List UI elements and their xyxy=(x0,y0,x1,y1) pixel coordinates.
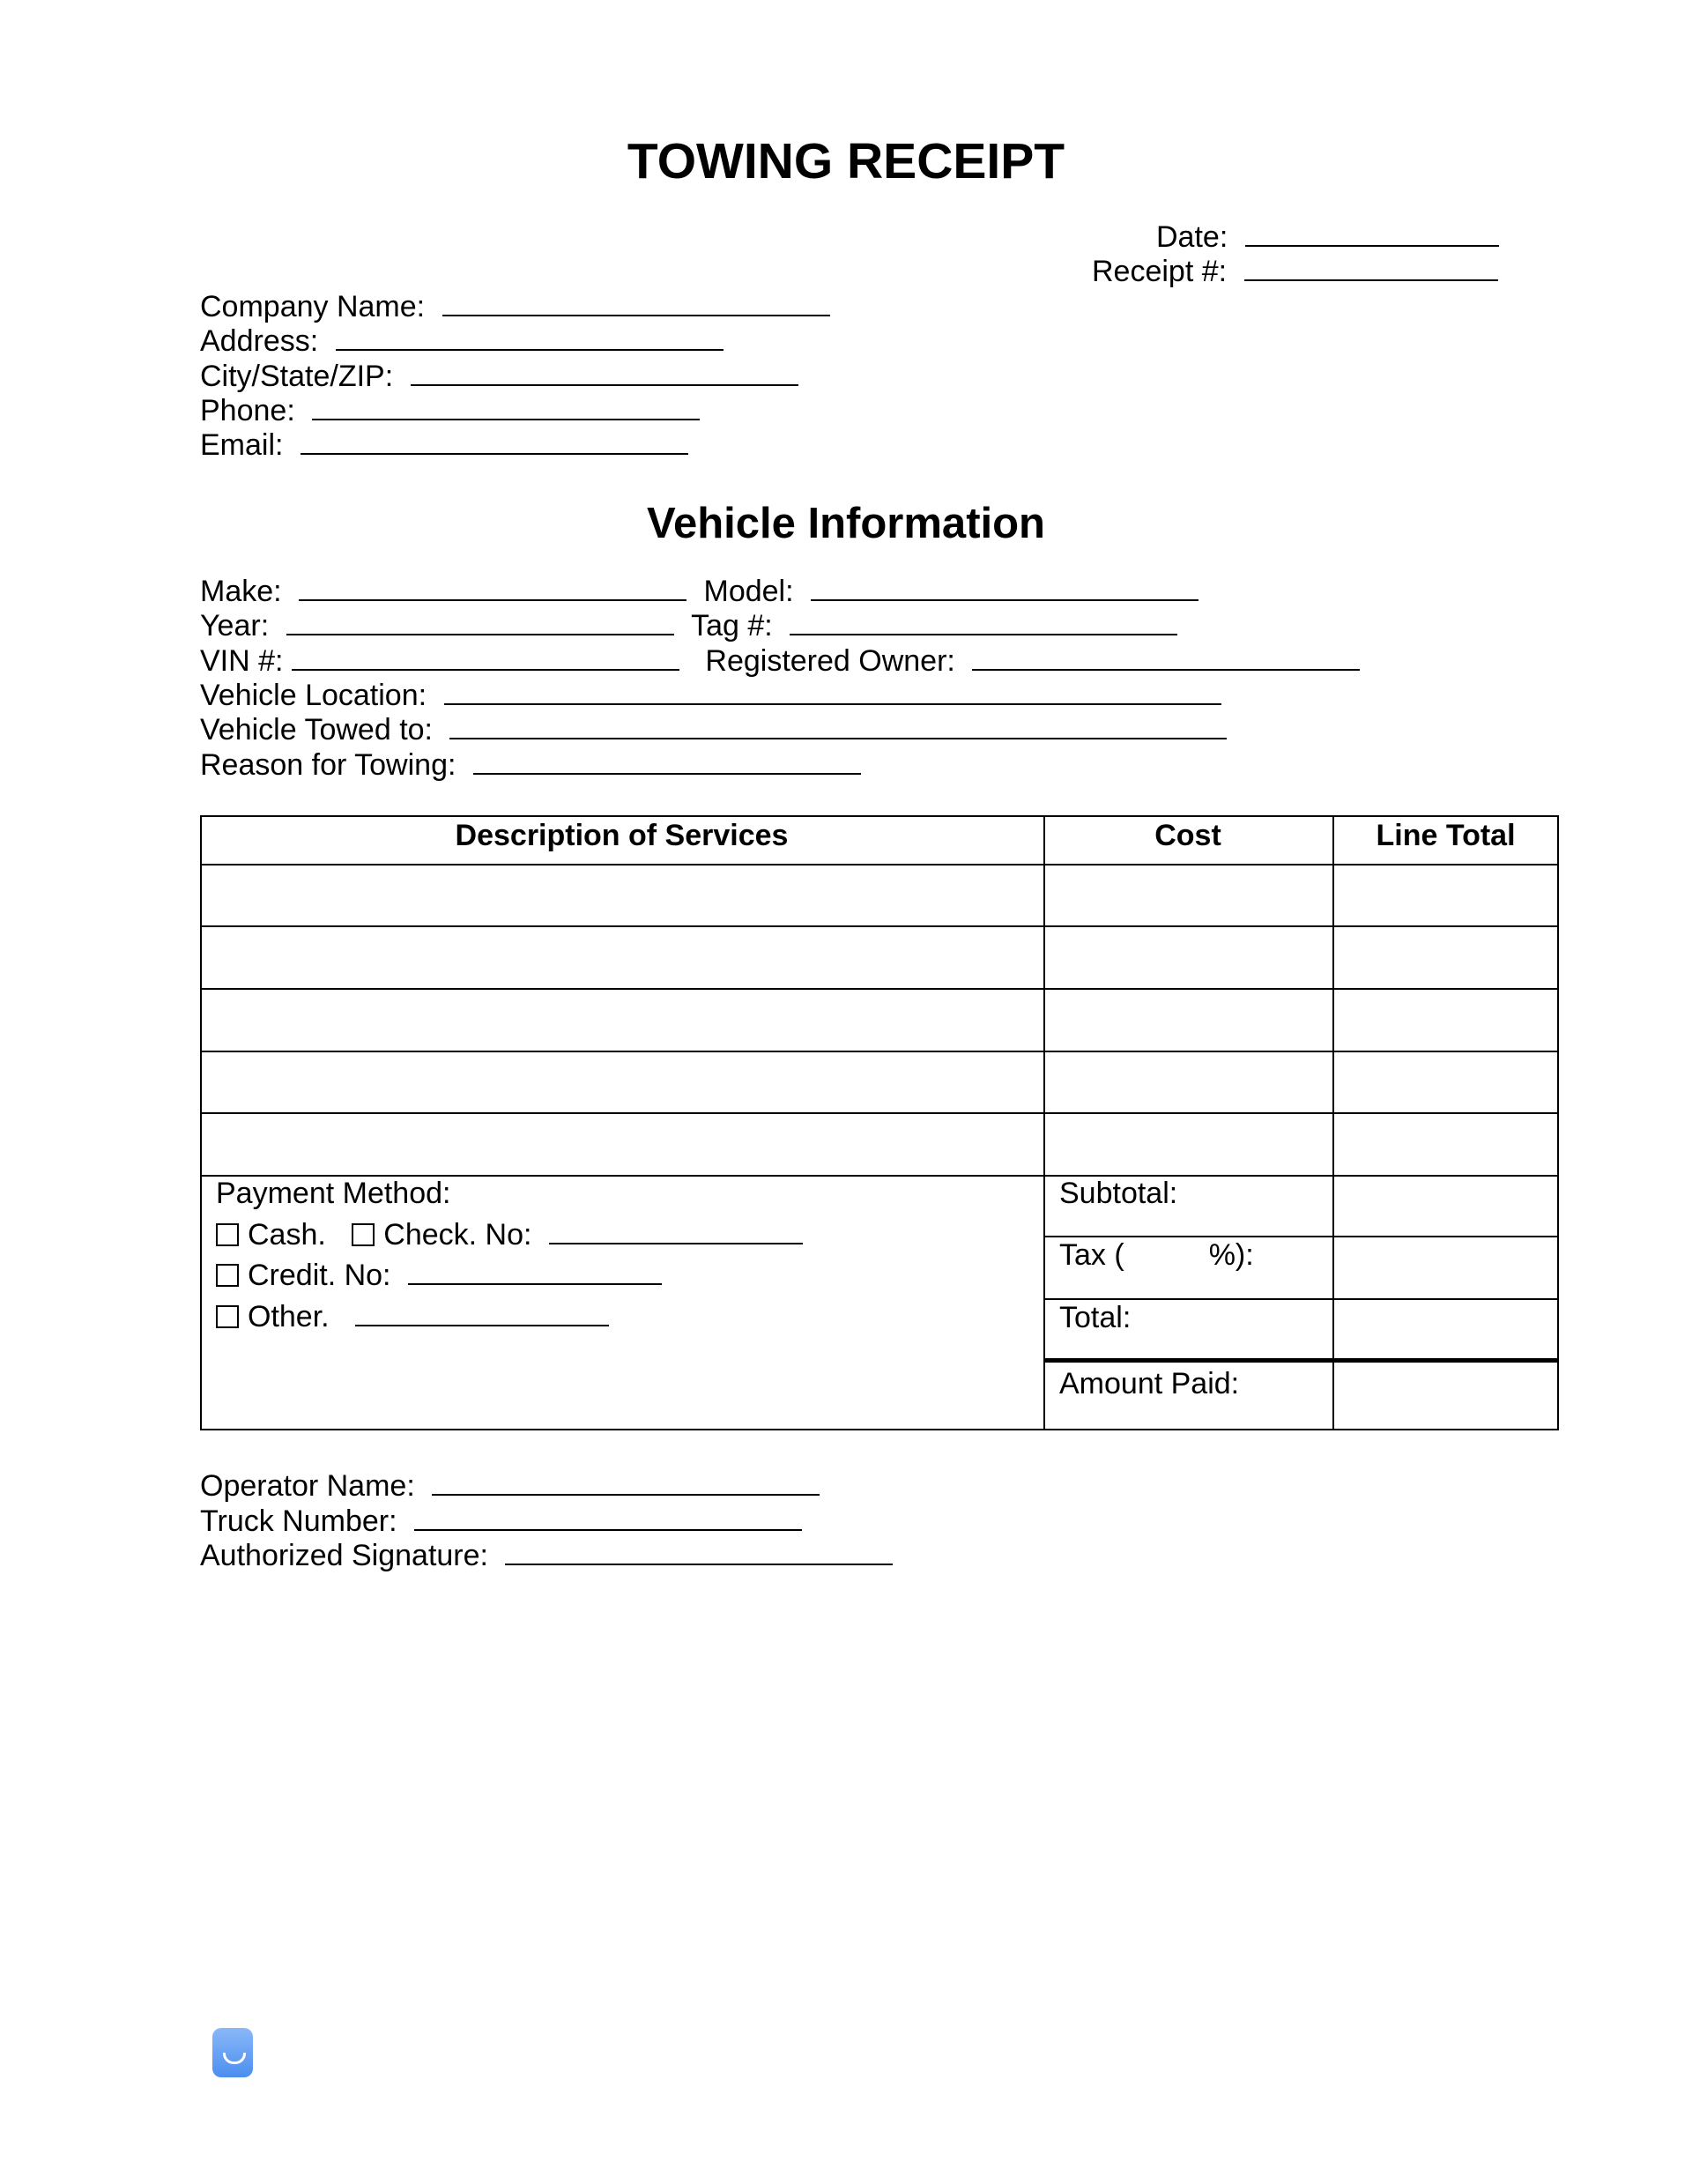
city-field[interactable] xyxy=(411,358,798,386)
company-name-label: Company Name: xyxy=(200,290,426,323)
make-field[interactable] xyxy=(299,573,686,601)
tax-label-close: %): xyxy=(1208,1238,1254,1272)
row-line xyxy=(200,864,1559,865)
model-label: Model: xyxy=(703,575,794,608)
page-title: TOWING RECEIPT xyxy=(627,133,1065,189)
company-name-field[interactable] xyxy=(442,288,830,316)
tag-label: Tag #: xyxy=(691,609,773,643)
cash-checkbox[interactable] xyxy=(216,1223,239,1246)
credit-label: Credit. No: xyxy=(248,1259,391,1292)
make-label: Make: xyxy=(200,575,282,608)
reason-label: Reason for Towing: xyxy=(200,748,456,782)
col-header-description: Description of Services xyxy=(455,819,789,852)
towed-row xyxy=(200,711,1227,747)
table-border-right xyxy=(1557,815,1559,1430)
address-label: Address: xyxy=(200,324,319,358)
document-smile-icon xyxy=(212,2028,253,2077)
credit-number-field[interactable] xyxy=(408,1257,662,1285)
phone-label: Phone: xyxy=(200,394,295,427)
owner-label: Registered Owner: xyxy=(705,644,955,678)
col-divider-1 xyxy=(1043,815,1045,1430)
location-field[interactable] xyxy=(444,677,1221,705)
col-divider-2 xyxy=(1332,815,1334,1430)
signature-label: Authorized Signature: xyxy=(200,1539,488,1572)
phone-row xyxy=(200,392,700,427)
signature-row xyxy=(200,1537,893,1572)
table-border-top xyxy=(200,815,1559,817)
receipt-row xyxy=(1092,253,1498,288)
table-border-left xyxy=(200,815,202,1430)
year-field[interactable] xyxy=(286,607,674,635)
tag-field[interactable] xyxy=(790,607,1177,635)
operator-label: Operator Name: xyxy=(200,1469,415,1503)
summary-line xyxy=(1043,1236,1559,1237)
make-model-row xyxy=(200,573,1198,608)
address-row xyxy=(200,323,724,358)
amount-paid-label: Amount Paid: xyxy=(1059,1367,1240,1400)
operator-row xyxy=(200,1467,820,1503)
total-label: Total: xyxy=(1059,1301,1132,1334)
vin-owner-row xyxy=(200,643,1360,678)
check-number-field[interactable] xyxy=(549,1216,803,1244)
payment-other-row xyxy=(216,1298,609,1334)
receipt-field[interactable] xyxy=(1244,253,1498,281)
summary-line xyxy=(1043,1298,1559,1300)
signature-field[interactable] xyxy=(505,1537,893,1565)
vin-label: VIN #: xyxy=(200,644,284,678)
row-line xyxy=(200,1051,1559,1052)
year-tag-row xyxy=(200,607,1177,643)
payment-method-label: Payment Method: xyxy=(216,1177,451,1210)
towed-label: Vehicle Towed to: xyxy=(200,713,433,747)
col-header-cost: Cost xyxy=(1154,819,1221,852)
vin-field[interactable] xyxy=(292,643,679,671)
operator-field[interactable] xyxy=(432,1467,820,1496)
address-field[interactable] xyxy=(336,323,724,351)
vehicle-heading: Vehicle Information xyxy=(647,500,1045,547)
email-label: Email: xyxy=(200,428,284,462)
other-field[interactable] xyxy=(355,1298,609,1326)
truck-label: Truck Number: xyxy=(200,1504,397,1538)
email-row xyxy=(200,427,688,462)
reason-row xyxy=(200,747,861,782)
row-line xyxy=(200,925,1559,927)
credit-checkbox[interactable] xyxy=(216,1264,239,1287)
subtotal-label: Subtotal: xyxy=(1059,1177,1178,1210)
date-label: Date: xyxy=(1156,220,1228,254)
location-row xyxy=(200,677,1221,712)
truck-field[interactable] xyxy=(414,1503,802,1531)
date-row xyxy=(1156,219,1499,254)
payment-cash-check-row xyxy=(216,1216,803,1252)
table-border-bottom xyxy=(200,1429,1559,1430)
row-line xyxy=(200,1112,1559,1114)
smile-mark xyxy=(223,2053,246,2064)
col-header-line-total: Line Total xyxy=(1376,819,1516,852)
phone-field[interactable] xyxy=(312,392,700,420)
payment-credit-row xyxy=(216,1257,662,1293)
city-row xyxy=(200,358,798,393)
owner-field[interactable] xyxy=(972,643,1360,671)
reason-field[interactable] xyxy=(473,747,861,775)
company-name-row xyxy=(200,288,830,323)
row-line xyxy=(200,988,1559,990)
services-table xyxy=(200,815,1559,1430)
check-label: Check. No: xyxy=(383,1218,532,1252)
city-label: City/State/ZIP: xyxy=(200,360,394,393)
receipt-label: Receipt #: xyxy=(1092,255,1228,288)
date-field[interactable] xyxy=(1245,219,1499,247)
other-label: Other. xyxy=(248,1300,330,1333)
tax-label-open: Tax ( xyxy=(1059,1238,1124,1272)
location-label: Vehicle Location: xyxy=(200,679,427,712)
email-field[interactable] xyxy=(301,427,688,455)
cash-label: Cash. xyxy=(248,1218,326,1252)
year-label: Year: xyxy=(200,609,270,643)
model-field[interactable] xyxy=(811,573,1198,601)
check-checkbox[interactable] xyxy=(352,1223,375,1246)
truck-row xyxy=(200,1503,802,1538)
tax-label xyxy=(1059,1238,1254,1273)
other-checkbox[interactable] xyxy=(216,1305,239,1328)
towed-field[interactable] xyxy=(449,711,1227,739)
summary-line-thick xyxy=(1043,1358,1559,1363)
